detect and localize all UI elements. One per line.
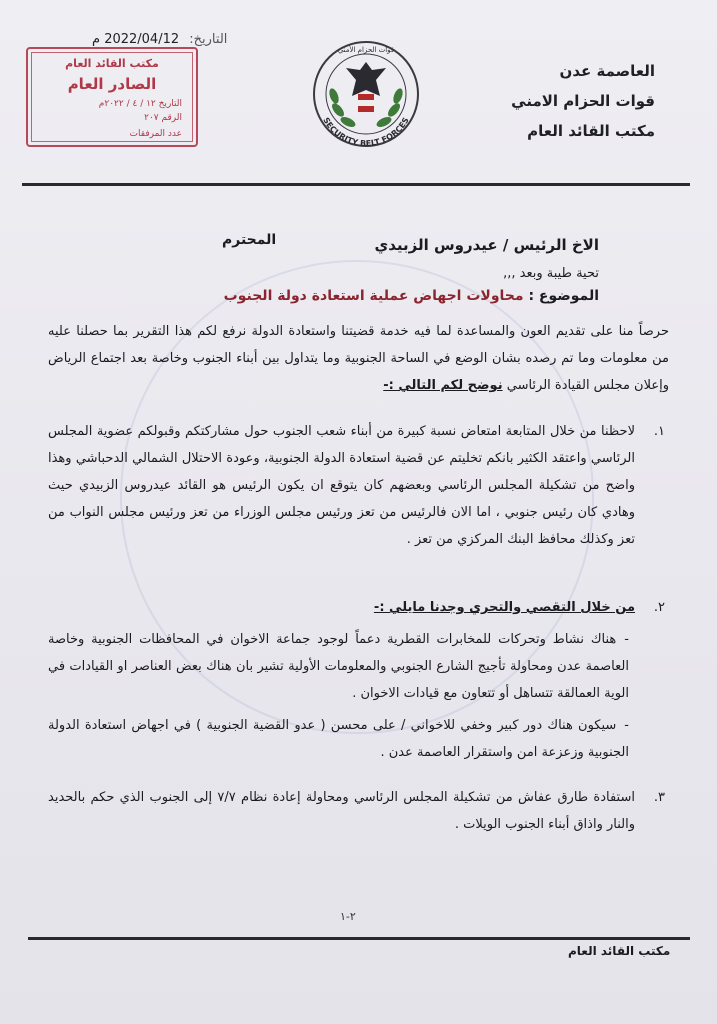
stamp-title: الصادر العام: [67, 75, 157, 93]
page-number: ٢-١: [340, 910, 356, 923]
intro-tail: نوضح لكم التالي :-: [383, 378, 503, 393]
header-forces: قوات الحزام الامني: [511, 92, 655, 110]
eagle-icon: [346, 62, 386, 112]
item2-title: من خلال التقصي والتحري وجدنا مايلي :-: [373, 600, 635, 615]
logo-ring-text: SECURITY BELT FORCES: [321, 116, 411, 149]
intro-paragraph: [48, 318, 669, 399]
item1-number: ١.: [653, 424, 665, 439]
recipient: الاخ الرئيس / عيدروس الزبيدي: [374, 236, 599, 254]
subject-text: محاولات اجهاض عملية استعادة دولة الجنوب: [223, 288, 524, 304]
subject-line: [224, 288, 599, 304]
item3-paragraph: استفادة طارق عفاش من تشكيلة المجلس الرئاسي ومحاولة إعادة نظام ٧/٧ إلى الجنوب الذي حكم بالحديد والنار واذاق أبناء الجنوب الويلات .: [48, 790, 635, 832]
stamp-attachments: عدد المرفقات: [129, 129, 182, 139]
honorific: المحترم: [222, 232, 277, 248]
item2-bullet-b: -سيكون هناك دور كبير وخفي للاخواني / على محسن ( عدو القضية الجنوبية ) في اجهاض استعادة الدولة الجنوبية وزعزعة امن واستقرار العاصمة عدن .: [48, 718, 629, 760]
header-office: مكتب القائد العام: [527, 122, 655, 140]
outgoing-stamp: [26, 47, 198, 147]
subject-label: الموضوع :: [528, 288, 599, 304]
stamp-date: التاريخ ١٢ / ٤ / ٢٠٢٢م: [98, 99, 182, 109]
item2-bullet-a: -هناك نشاط وتحركات للمخابرات القطرية دعماً لوجود جماعة الاخوان في المحافظات الجنوبية وخاصة العاصمة عدن ومحاولة تأجيج الشارع الجنوبي والمعلومات الأولية تشير بان هناك بعض العناصر او القيادات في الوية العمالقة تتساهل أو تتعاون مع قيادات الاخوان .: [48, 632, 629, 701]
header-city: العاصمة عدن: [559, 62, 655, 80]
item2-number: ٢.: [653, 600, 665, 615]
greeting: تحية طيبة وبعد ,,,: [503, 266, 599, 281]
item3-number: ٣.: [653, 790, 665, 805]
header-rule: [22, 183, 690, 186]
date-label: التاريخ:: [189, 32, 228, 47]
date-row: [92, 32, 227, 47]
footer-office: مكتب القائد العام: [568, 944, 671, 958]
stamp-office: مكتب القائد العام: [65, 57, 159, 70]
logo-arabic-text: قوات الحزام الأمني: [337, 46, 395, 54]
date-value: 2022/04/12 م: [92, 32, 180, 47]
security-belt-logo: [296, 38, 436, 150]
intro-text: حرصاً منا على تقديم العون والمساعدة لما فيه خدمة قضيتنا واستعادة الدولة نرفع لكم هذا التقرير بما حصلنا عليه من معلومات وما تم رصده بشان الوضع في الساحة الجنوبية وما يتداول بين أبناء الجنوب وخاصة بعد اجتماع الرياض وإعلان مجلس القيادة الرئاسي: [48, 324, 669, 393]
stamp-number: الرقم ٢٠٧: [144, 113, 182, 123]
footer-rule: [28, 937, 690, 940]
item1-paragraph: لاحظنا من خلال المتابعة امتعاض نسبة كبيرة من أبناء شعب الجنوب حول مشاركتكم وقبولكم عضوية المجلس الرئاسي واعتقد الكثير بانكم تخليتم عن قضية استعادة الدولة الجنوبية، وعودة الاحتلال الشمالي الدحباشي وهذا واضح من تشكيلة المجلس الرئاسي وبعضهم كان يتوقع ان يكون الرئيس هو القائد عيدروس الزبيدي حيث وهادي كان رئيس جنوبي ، اما الان فالرئيس من تعز ورئيس مجلس الوزراء من تعز ورئيس مجلس النواب من تعز وكذلك محافظ البنك المركزي من تعز .: [48, 424, 635, 547]
